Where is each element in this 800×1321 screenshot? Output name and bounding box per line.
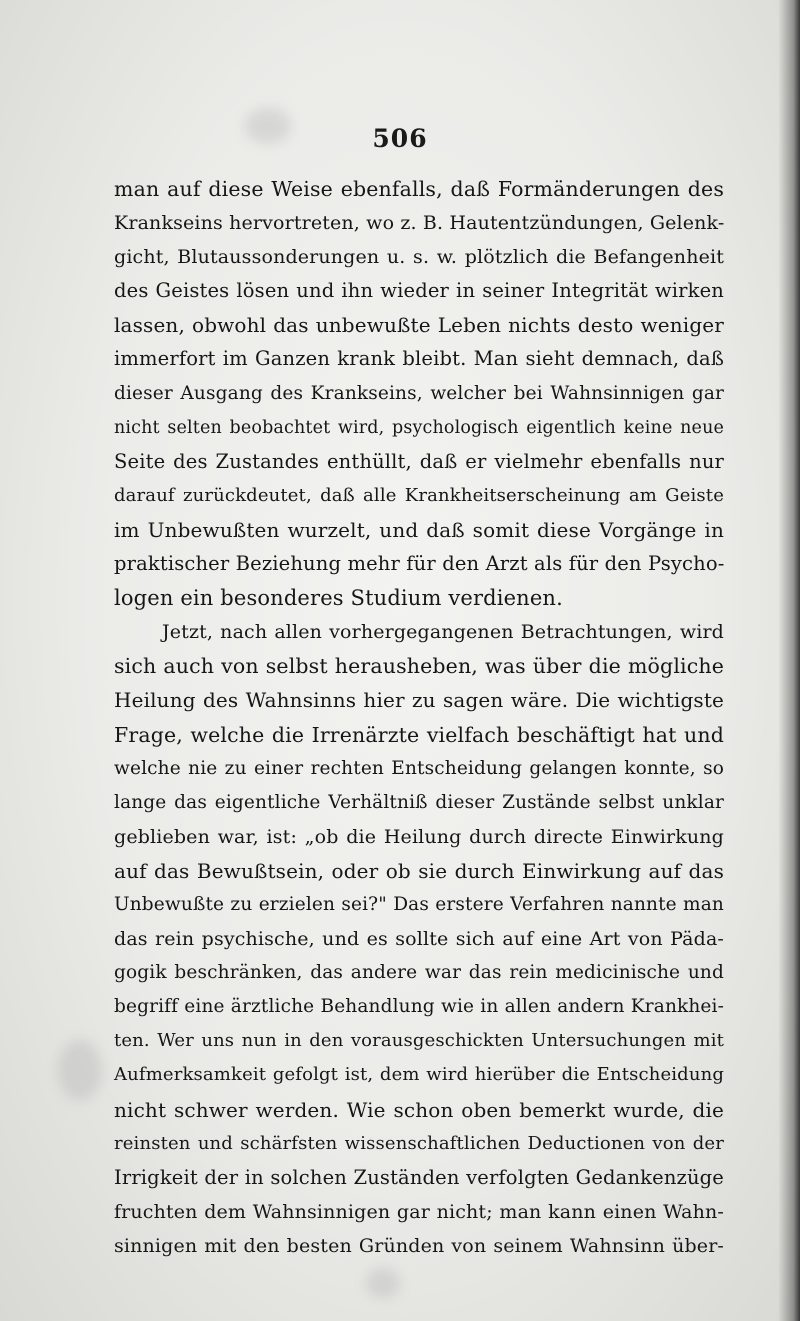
text-line: sinnigen mit den besten Gründen von seinem Wahnsinn über-	[114, 1234, 724, 1257]
text-line: Krankseins hervortreten, wo z. B. Hautentzündungen, Gelenk-	[114, 212, 725, 235]
text-line: nicht selten beobachtet wird, psychologisch eigentlich keine neue	[114, 417, 724, 438]
text-line: reinsten und schärfsten wissenschaftlichen Deductionen von der	[114, 1132, 724, 1154]
text-line: gogik beschränken, das andere war das rein medicinische und	[114, 962, 724, 984]
text-line: ten. Wer uns nun in den vorausgeschickten Untersuchungen mit	[114, 1030, 724, 1052]
text-line: geblieben war, ist: „ob die Heilung durch directe Einwirkung	[114, 825, 724, 848]
page-smudge	[366, 1268, 400, 1298]
text-line: praktischer Beziehung mehr für den Arzt als für den Psycho-	[114, 552, 725, 576]
text-line: man auf diese Weise ebenfalls, daß Formänderungen des	[114, 177, 724, 201]
text-line: sich auch von selbst herausheben, was über die mögliche	[114, 654, 724, 679]
page-smudge	[58, 1040, 102, 1100]
text-line: Aufmerksamkeit gefolgt ist, dem wird hierüber die Entscheidung	[114, 1064, 724, 1086]
text-line: lassen, obwohl das unbewußte Leben nichts desto weniger	[114, 313, 724, 338]
text-line: Irrigkeit der in solchen Zuständen verfolgten Gedankenzüge	[114, 1165, 724, 1189]
text-line: auf das Bewußtsein, oder ob sie durch Einwirkung auf das	[114, 858, 724, 883]
text-line: lange das eigentliche Verhältniß dieser Zustände selbst unklar	[114, 791, 724, 813]
text-line: im Unbewußten wurzelt, und daß somit diese Vorgänge in	[114, 517, 724, 542]
text-line: dieser Ausgang des Krankseins, welcher bei Wahnsinnigen gar	[114, 382, 724, 404]
text-line: nicht schwer werden. Wie schon oben bemerkt wurde, die	[114, 1097, 724, 1122]
text-line: Frage, welche die Irrenärzte vielfach beschäftigt hat und	[114, 722, 724, 747]
page-edge-shadow	[778, 0, 800, 1321]
text-line: des Geistes lösen und ihn wieder in seiner Integrität wirken	[114, 279, 724, 303]
text-line: Jetzt, nach allen vorhergegangenen Betrachtungen, wird	[162, 621, 724, 644]
text-line: Heilung des Wahnsinns hier zu sagen wäre. Die wichtigste	[114, 688, 724, 713]
text-line: Unbewußte zu erzielen sei?" Das erstere Verfahren nannte man	[114, 893, 724, 915]
text-line: Seite des Zustandes enthüllt, daß er vielmehr ebenfalls nur	[114, 449, 724, 473]
text-line: logen ein besonderes Studium verdienen.	[114, 586, 563, 611]
text-line: gicht, Blutaussonderungen u. s. w. plötzlich die Befangenheit	[114, 246, 724, 269]
text-line: welche nie zu einer rechten Entscheidung gelangen konnte, so	[114, 757, 724, 779]
body-text	[114, 172, 724, 1263]
text-line: darauf zurückdeutet, daß alle Krankheitserscheinung am Geiste	[114, 484, 724, 506]
page-number: 506	[372, 124, 428, 153]
text-line: das rein psychische, und es sollte sich auf eine Art von Päda-	[114, 928, 724, 951]
text-line: immerfort im Ganzen krank bleibt. Man sieht demnach, daß	[114, 347, 724, 371]
text-line: begriff eine ärztliche Behandlung wie in allen andern Krankhei-	[114, 996, 724, 1018]
text-line: fruchten dem Wahnsinnigen gar nicht; man kann einen Wahn-	[114, 1200, 724, 1223]
